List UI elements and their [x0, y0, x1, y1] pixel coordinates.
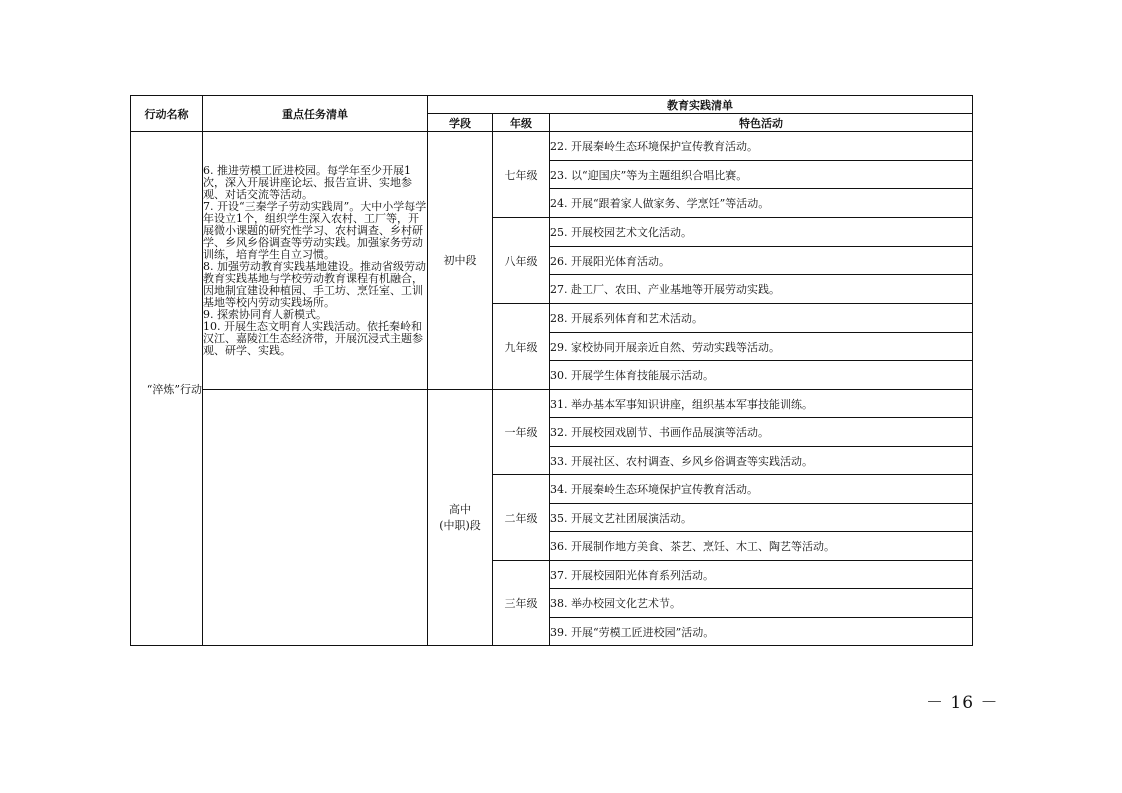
- task-item: 8. 加强劳动教育实践基地建设。推动省级劳动教育实践基地与学校劳动教育课程有机融合，因地制宜建设种植园、手工坊、烹饪室、工训基地等校内劳动实践场所。: [203, 259, 426, 309]
- activity-item: 36. 开展制作地方美食、茶艺、烹饪、木工、陶艺等活动。: [550, 532, 973, 561]
- grade-cell: 九年级: [493, 304, 550, 390]
- activity-item: 26. 开展阳光体育活动。: [550, 247, 973, 275]
- activity-item: 33. 开展社区、农村调查、乡风乡俗调查等实践活动。: [550, 447, 973, 475]
- activity-item: 31. 举办基本军事知识讲座，组织基本军事技能训练。: [550, 390, 973, 418]
- key-tasks-cell-continued: [203, 390, 428, 646]
- header-edu-practice: 教育实践清单: [428, 96, 973, 114]
- stage-junior: [428, 132, 493, 390]
- grade-cell: 三年级: [493, 561, 550, 646]
- activity-item: 39. 开展“劳模工匠进校园”活动。: [550, 618, 973, 646]
- activity-item: 22. 开展秦岭生态环境保护宣传教育活动。: [550, 132, 973, 161]
- activity-item: 28. 开展系列体育和艺术活动。: [550, 304, 973, 333]
- task-item: 7. 开设“三秦学子劳动实践周”。大中小学每学年设立1个，组织学生深入农村、工厂等，开展微小课题的研究性学习、农村调查、乡村研学、乡风乡俗调查等劳动实践。加强家务劳动训练，培育学生自立习惯。: [203, 199, 427, 261]
- header-activities: 特色活动: [550, 114, 973, 132]
- header-grade: 年级: [493, 114, 550, 132]
- stage-senior: [428, 390, 493, 646]
- activity-item: 23. 以“迎国庆”等为主题组织合唱比赛。: [550, 161, 973, 189]
- activity-item: 32. 开展校园戏剧节、书画作品展演等活动。: [550, 418, 973, 447]
- activity-item: 35. 开展文艺社团展演活动。: [550, 504, 973, 532]
- grade-cell: 七年级: [493, 132, 550, 218]
- activity-item: 29. 家校协同开展亲近自然、劳动实践等活动。: [550, 333, 973, 361]
- activity-item: 34. 开展秦岭生态环境保护宣传教育活动。: [550, 475, 973, 504]
- grade-cell: 二年级: [493, 475, 550, 561]
- activity-item: 27. 赴工厂、农田、产业基地等开展劳动实践。: [550, 275, 973, 304]
- grade-cell: 八年级: [493, 218, 550, 304]
- header-action-name: 行动名称: [131, 96, 203, 132]
- page-number: － 16 －: [926, 693, 999, 713]
- header-key-tasks: 重点任务清单: [203, 96, 428, 132]
- task-item: 10. 开展生态文明育人实践活动。依托秦岭和汉江、嘉陵江生态经济带，开展沉浸式主题参观、研学、实践。: [203, 319, 423, 357]
- action-name: “淬炼”行动: [131, 132, 203, 646]
- header-stage: 学段: [428, 114, 493, 132]
- activity-item: 37. 开展校园阳光体育系列活动。: [550, 561, 973, 589]
- activity-item: 38. 举办校园文化艺术节。: [550, 589, 973, 618]
- activity-item: 30. 开展学生体育技能展示活动。: [550, 361, 973, 390]
- activity-item: 24. 开展“跟着家人做家务、学烹饪”等活动。: [550, 189, 973, 218]
- education-practice-table: [130, 95, 973, 646]
- activity-item: 25. 开展校园艺术文化活动。: [550, 218, 973, 247]
- task-item: 6. 推进劳模工匠进校园。每学年至少开展1次，深入开展讲座论坛、报告宣讲、实地参观、对话交流等活动。: [203, 163, 412, 201]
- task-item: 9. 探索协同育人新模式。: [203, 307, 327, 321]
- grade-cell: 一年级: [493, 390, 550, 475]
- stage-name: 高中: [449, 502, 471, 516]
- key-tasks-cell: [203, 132, 428, 390]
- stage-name: 初中段: [443, 253, 477, 267]
- stage-name-line2: (中职)段: [439, 518, 481, 532]
